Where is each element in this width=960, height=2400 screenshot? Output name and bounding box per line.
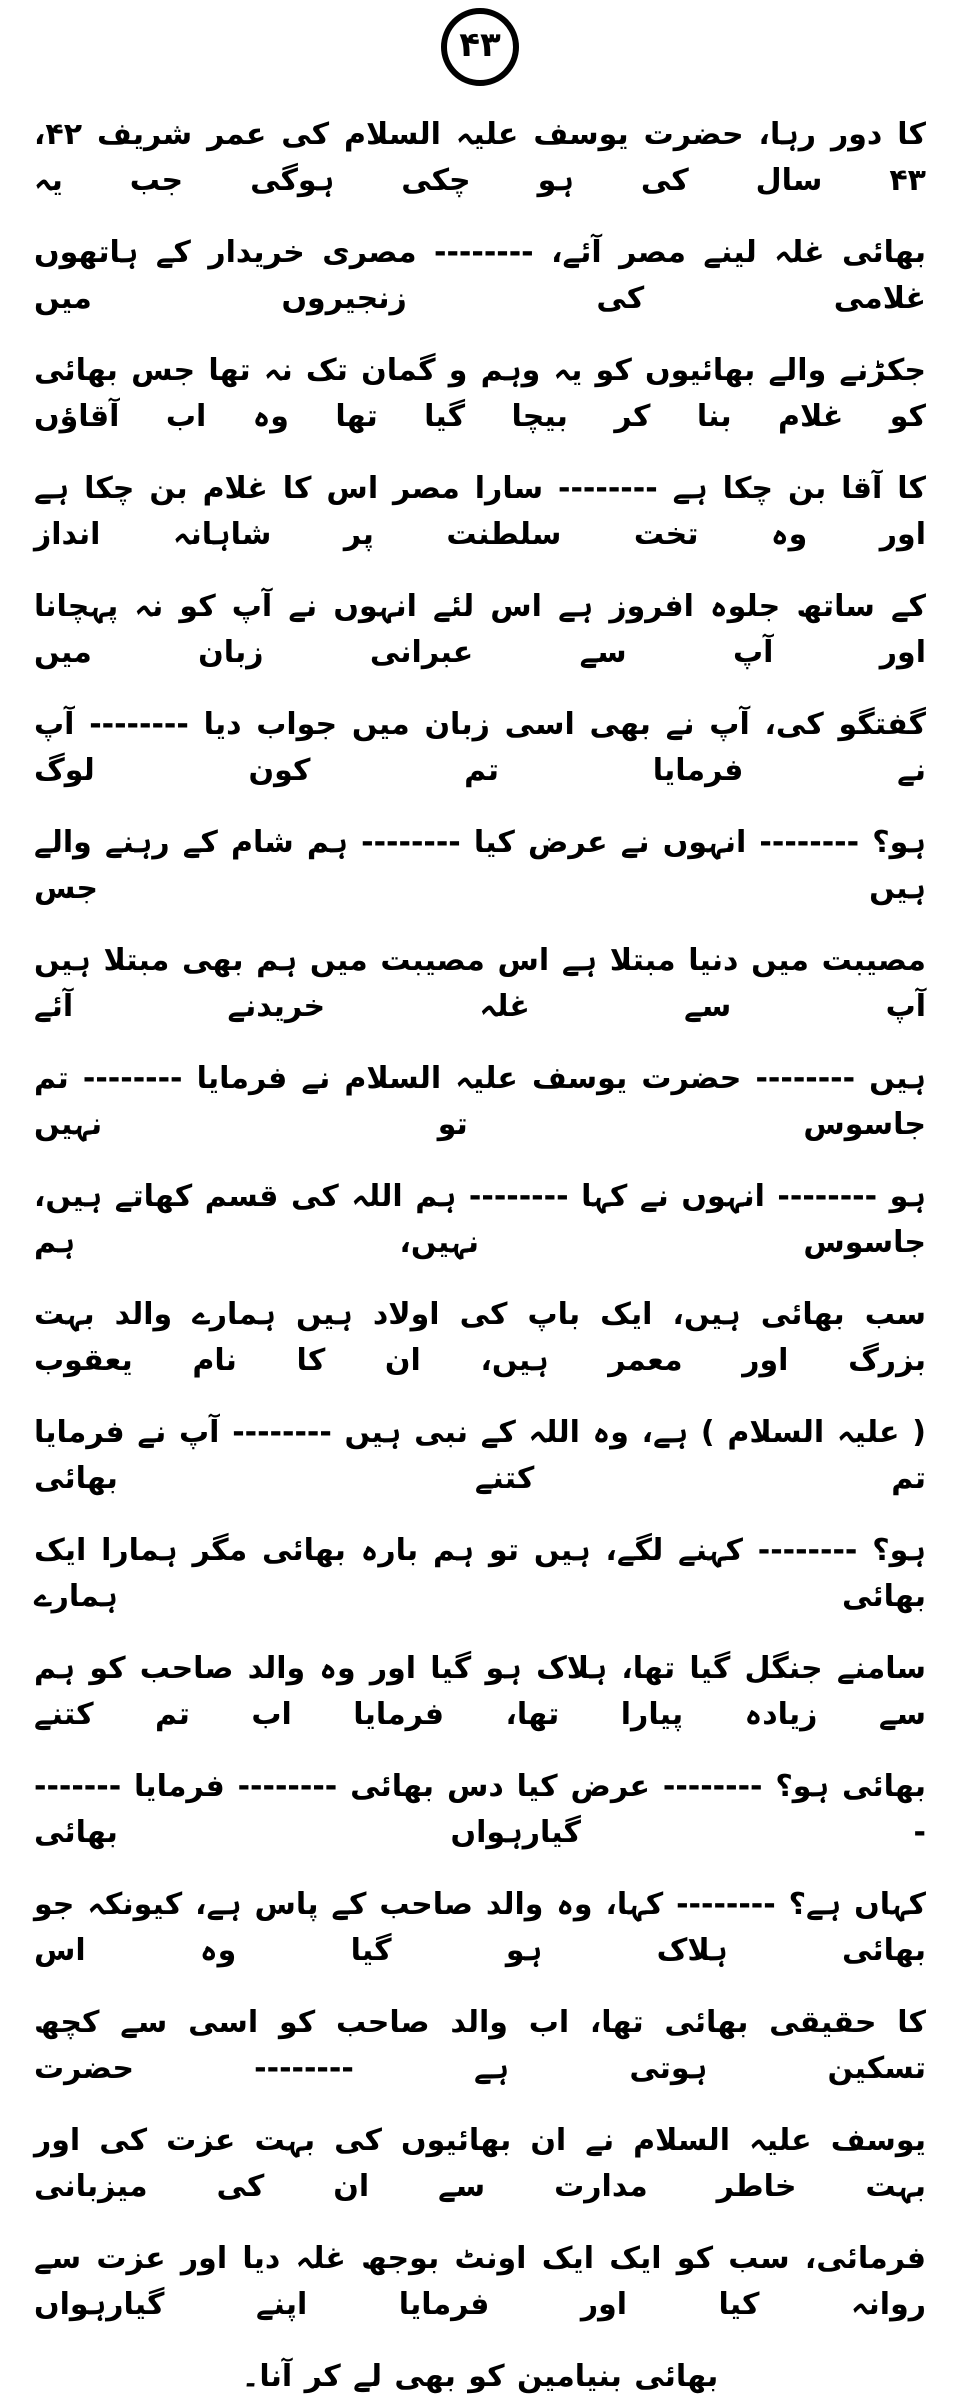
text-line: سامنے جنگل گیا تھا، ہلاک ہو گیا اور وہ والد صاحب کو ہم سے زیادہ پیارا تھا، فرمایا اب تم کتنے — [34, 1651, 926, 1732]
text-line: مصیبت میں دنیا مبتلا ہے اس مصیبت میں ہم بھی مبتلا ہیں آپ سے غلہ خریدنے آئے — [34, 943, 926, 1024]
text-line: کا آقا بن چکا ہے -------- سارا مصر اس کا غلام بن چکا ہے اور وہ تخت سلطنت پر شاہانہ انداز — [34, 471, 926, 552]
text-line: ( علیہ السلام ) ہے، وہ اللہ کے نبی ہیں -------- آپ نے فرمایا تم کتنے بھائی — [34, 1415, 926, 1496]
text-line: جکڑنے والے بھائیوں کو یہ وہم و گمان تک نہ تھا جس بھائی کو غلام بنا کر بیچا گیا تھا وہ اب آقاؤں — [34, 353, 926, 434]
text-line: بھائی غلہ لینے مصر آئے، -------- مصری خریدار کے ہاتھوں غلامی کی زنجیروں میں — [34, 235, 926, 316]
text-line: کا دور رہا، حضرت یوسف علیہ السلام کی عمر شریف ۴۲، ۴۳ سال کی ہو چکی ہوگی جب یہ — [34, 117, 926, 198]
text-line: یوسف علیہ السلام نے ان بھائیوں کی بہت عزت کی اور بہت خاطر مدارت سے ان کی میزبانی — [34, 2123, 926, 2204]
text-line: بھائی ہو؟ -------- عرض کیا دس بھائی -------- فرمایا -------- گیارہواں بھائی — [34, 1769, 926, 1850]
text-line: کہاں ہے؟ -------- کہا، وہ والد صاحب کے پاس ہے، کیونکہ جو بھائی ہلاک ہو گیا وہ اس — [34, 1887, 926, 1968]
text-line: فرمائی، سب کو ایک ایک اونٹ بوجھ غلہ دیا اور عزت سے روانہ کیا اور فرمایا اپنے گیارہواں — [34, 2241, 926, 2322]
text-line: ہو؟ -------- کہنے لگے، ہیں تو ہم بارہ بھائی مگر ہمارا ایک بھائی ہمارے — [34, 1533, 926, 1614]
text-line: کے ساتھ جلوہ افروز ہے اس لئے انہوں نے آپ کو نہ پہچانا اور آپ سے عبرانی زبان میں — [34, 589, 926, 670]
text-line: گفتگو کی، آپ نے بھی اسی زبان میں جواب دیا -------- آپ نے فرمایا تم کون لوگ — [34, 707, 926, 788]
page-number: ۴۳ — [459, 25, 501, 65]
text-block — [0, 112, 960, 2400]
text-line: سب بھائی ہیں، ایک باپ کی اولاد ہیں ہمارے والد بہت بزرگ اور معمر ہیں، ان کا نام یعقوب — [34, 1297, 926, 1378]
text-line: کا حقیقی بھائی تھا، اب والد صاحب کو اسی سے کچھ تسکین ہوتی ہے -------- حضرت — [34, 2005, 926, 2086]
text-line: ہیں -------- حضرت یوسف علیہ السلام نے فرمایا -------- تم جاسوس تو نہیں — [34, 1061, 926, 1142]
text-line: ہو -------- انہوں نے کہا -------- ہم اللہ کی قسم کھاتے ہیں، جاسوس نہیں، ہم — [34, 1179, 926, 1260]
text-line-last: بھائی بنیامین کو بھی لے کر آنا۔ — [241, 2359, 719, 2394]
page-number-badge — [441, 8, 519, 86]
text-line: ہو؟ -------- انہوں نے عرض کیا -------- ہم شام کے رہنے والے ہیں جس — [34, 825, 926, 906]
